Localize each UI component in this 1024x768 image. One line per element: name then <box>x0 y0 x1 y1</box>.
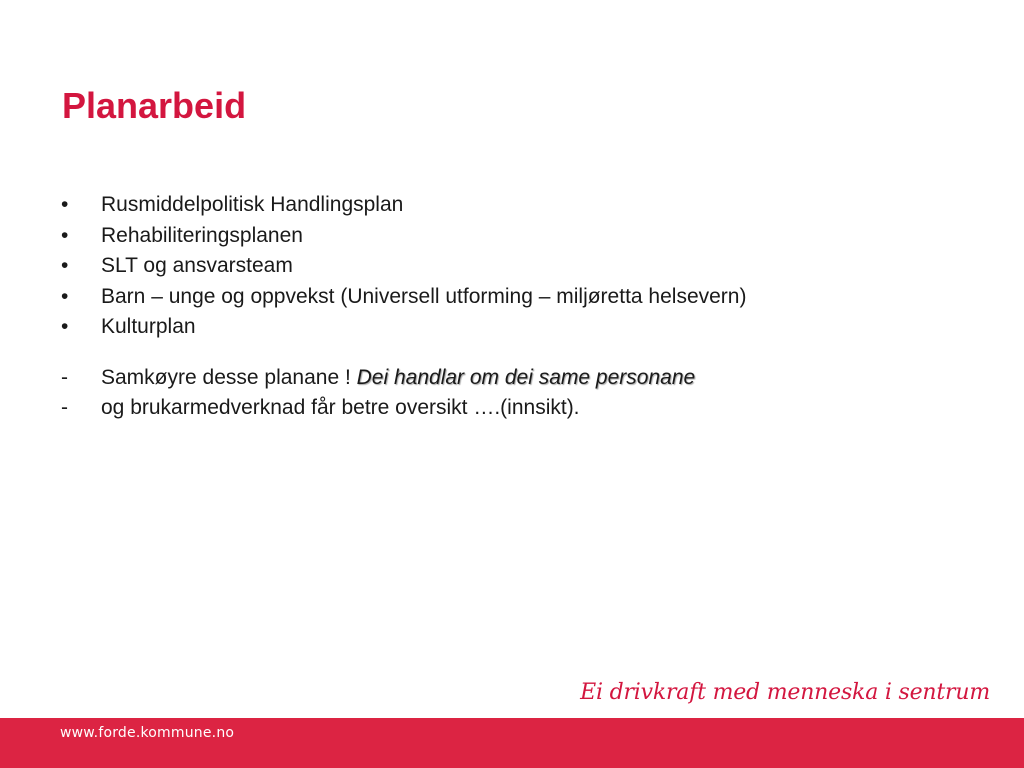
bullet-text: Rusmiddelpolitisk Handlingsplan <box>101 193 404 216</box>
bullet-item <box>58 312 958 343</box>
bullet-text: Barn – unge og oppvekst (Universell utforming – miljøretta helsevern) <box>101 284 747 308</box>
footer-bar <box>0 718 1024 768</box>
brand-slogan: Ei drivkraft med menneska i sentrum <box>580 680 990 705</box>
footer-website: www.forde.kommune.no <box>60 725 235 741</box>
slide-content <box>58 190 958 424</box>
dash-text: og brukarmedverknad får betre oversikt ….(innsikt). <box>101 396 580 419</box>
dash-marker: - <box>61 365 68 389</box>
dash-text-plain: Samkøyre desse planane ! <box>101 365 357 389</box>
bullet-marker: • <box>61 254 69 277</box>
dash-text-emphasis: Dei handlar om dei same personane <box>356 365 696 389</box>
bullet-marker: • <box>61 315 69 338</box>
bullet-marker: • <box>61 284 69 308</box>
dash-marker: - <box>61 396 68 419</box>
bullet-item <box>58 190 958 221</box>
bullet-text: Kulturplan <box>101 315 196 338</box>
bullet-item <box>58 221 958 252</box>
dash-item <box>58 393 958 424</box>
dash-text <box>101 363 695 394</box>
bullet-text: Rehabiliteringsplanen <box>101 223 303 247</box>
bullet-text: SLT og ansvarsteam <box>101 254 293 277</box>
bullet-item <box>58 282 958 313</box>
bullet-marker: • <box>61 223 69 247</box>
spacer <box>58 343 958 363</box>
bullet-marker: • <box>61 193 69 216</box>
bullet-item <box>58 251 958 282</box>
dash-item <box>58 363 958 394</box>
slide-title: Planarbeid <box>62 85 247 126</box>
